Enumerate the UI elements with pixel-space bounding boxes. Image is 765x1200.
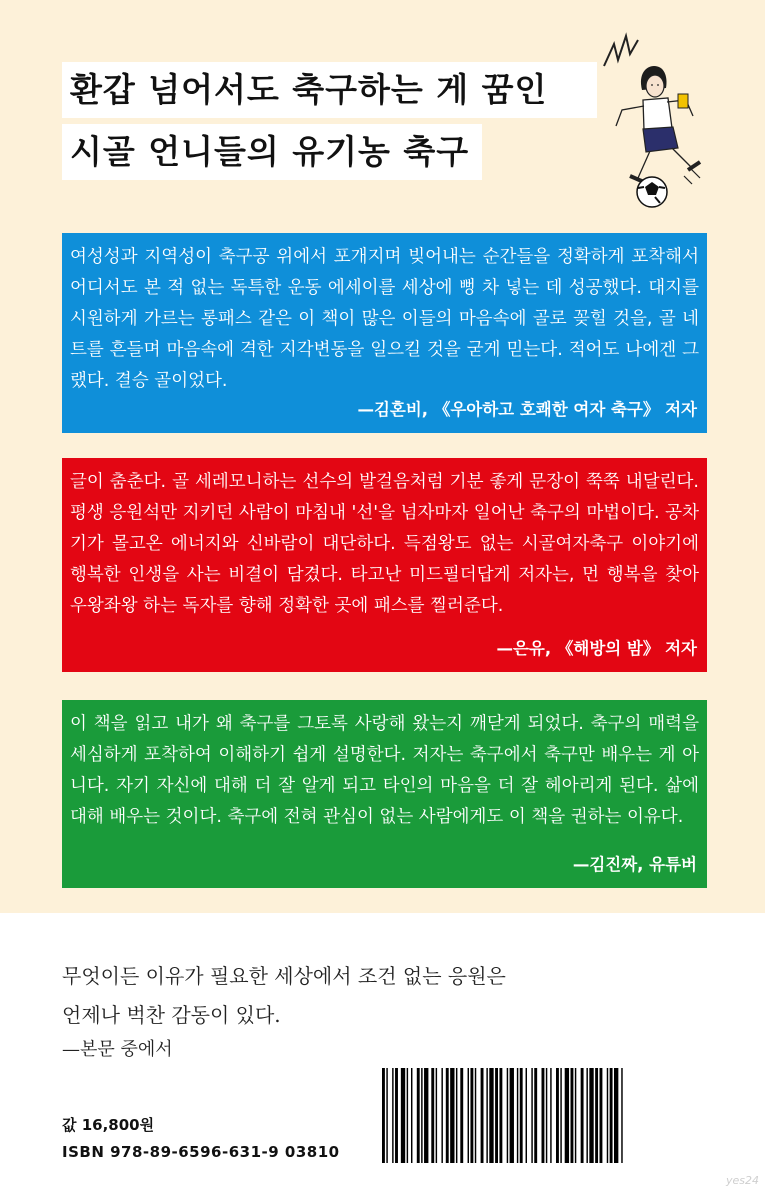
barcode-bar [421, 1068, 422, 1163]
barcode-bar [392, 1068, 393, 1163]
barcode-bar [550, 1068, 551, 1163]
review-text: 이 책을 읽고 내가 왜 축구를 그토록 사랑해 왔는지 깨닫게 되었다. 축구의 매력을 세심하게 포착하여 이해하기 쉽게 설명한다. 저자는 축구에서 축구만 배우는 게 아니다. 자기 자신에 대해 더 잘 알게 되고 타인의 마음을 더 잘 헤아리게 된다. 삶에 대해 배우는 것이다. 축구에 전혀 관심이 없는 사람에게도 이 책을 권하는 이유다. [70, 714, 699, 827]
barcode-bar [581, 1068, 584, 1163]
barcode-bar [460, 1068, 463, 1163]
review-box-red [62, 458, 707, 672]
barcode-bar [417, 1068, 420, 1163]
barcode-bar [411, 1068, 412, 1163]
barcode-bar [450, 1068, 454, 1163]
book-excerpt [62, 957, 506, 1035]
barcode-bar [560, 1068, 561, 1163]
watermark-logo: yes24 [726, 1174, 760, 1187]
excerpt-source: —본문 중에서 [62, 1039, 173, 1060]
review-box-green [62, 700, 707, 888]
excerpt-line-2: 언제나 벅찬 감동이 있다. [62, 1003, 281, 1027]
review-attribution: —김혼비, 《우아하고 호쾌한 여자 축구》 저자 [357, 400, 697, 419]
barcode-bar [534, 1068, 537, 1163]
barcode-bar [575, 1068, 576, 1163]
barcode-bar [475, 1068, 476, 1163]
barcode-bar [456, 1068, 457, 1163]
book-title-line-1: 환갑 넘어서도 축구하는 게 꿈인 [62, 62, 597, 118]
barcode-bar [556, 1068, 559, 1163]
isbn-label: ISBN 978-89-6596-631-9 03810 [62, 1143, 340, 1161]
barcode-bar [395, 1068, 398, 1163]
barcode-bar [586, 1068, 587, 1163]
barcode-bar [517, 1068, 518, 1163]
price-label: 값 16,800원 [62, 1116, 155, 1134]
barcode-bar [614, 1068, 618, 1163]
review-attribution: —은유, 《해방의 밤》 저자 [496, 639, 697, 658]
review-text: 여성성과 지역성이 축구공 위에서 포개지며 빚어내는 순간들을 정확하게 포착해서 어디서도 본 적 없는 독특한 운동 에세이를 세상에 뻥 차 넣는 데 성공했다. 대지를 시원하게 가르는 롱패스 같은 이 책이 많은 이들의 마음속에 골로 꽂힐 것을, 골 네트를 흔들며 마음속에 격한 지각변동을 일으킬 것을 굳게 믿는다. 적어도 나에겐 그랬다. 결승 골이었다. [70, 247, 699, 391]
barcode-bar [589, 1068, 593, 1163]
book-title-line-2: 시골 언니들의 유기농 축구 [62, 124, 482, 180]
barcode-bar [468, 1068, 469, 1163]
isbn-barcode [382, 1068, 707, 1163]
barcode-bar [386, 1068, 387, 1163]
barcode-bar [481, 1068, 484, 1163]
barcode-bar [431, 1068, 434, 1163]
barcode-bar [531, 1068, 532, 1163]
barcode-bar [436, 1068, 437, 1163]
barcode-bar [424, 1068, 428, 1163]
barcode-bar [542, 1068, 545, 1163]
barcode-bar [600, 1068, 603, 1163]
barcode-bar [489, 1068, 493, 1163]
barcode-bar [407, 1068, 408, 1163]
barcode-bar [510, 1068, 514, 1163]
barcode-bar [520, 1068, 523, 1163]
barcode-bar [565, 1068, 569, 1163]
barcode-bar [499, 1068, 502, 1163]
barcode-bar [507, 1068, 508, 1163]
barcode-bar [546, 1068, 547, 1163]
soccer-player-illustration [598, 30, 718, 210]
barcode-bar [621, 1068, 622, 1163]
review-text: 글이 춤춘다. 골 세레모니하는 선수의 발걸음처럼 기분 좋게 문장이 쭉쭉 내달린다. 평생 응원석만 지키던 사람이 마침내 '선'을 넘자마자 일어난 축구의 마법이다. 공차기가 몰고온 에너지와 신바람이 대단하다. 득점왕도 없는 시골여자축구 이야기에 행복한 인생을 사는 비결이 담겼다. 타고난 미드필더답게 저자는, 먼 행복을 찾아 우왕좌왕 하는 독자를 향해 정확한 곳에 패스를 찔러준다. [70, 472, 699, 616]
barcode-bar [607, 1068, 608, 1163]
barcode-bar [526, 1068, 527, 1163]
barcode-bar [486, 1068, 487, 1163]
barcode-bar [495, 1068, 498, 1163]
barcode-bar [446, 1068, 449, 1163]
barcode-bar [595, 1068, 598, 1163]
review-attribution: —김진짜, 유튜버 [572, 855, 697, 874]
barcode-bar [610, 1068, 613, 1163]
review-box-blue [62, 233, 707, 433]
excerpt-line-1: 무엇이든 이유가 필요한 세상에서 조건 없는 응원은 [62, 964, 506, 988]
barcode-bar [441, 1068, 442, 1163]
barcode-bar [401, 1068, 405, 1163]
barcode-bar [571, 1068, 574, 1163]
barcode-bar [382, 1068, 385, 1163]
barcode-bar [470, 1068, 473, 1163]
